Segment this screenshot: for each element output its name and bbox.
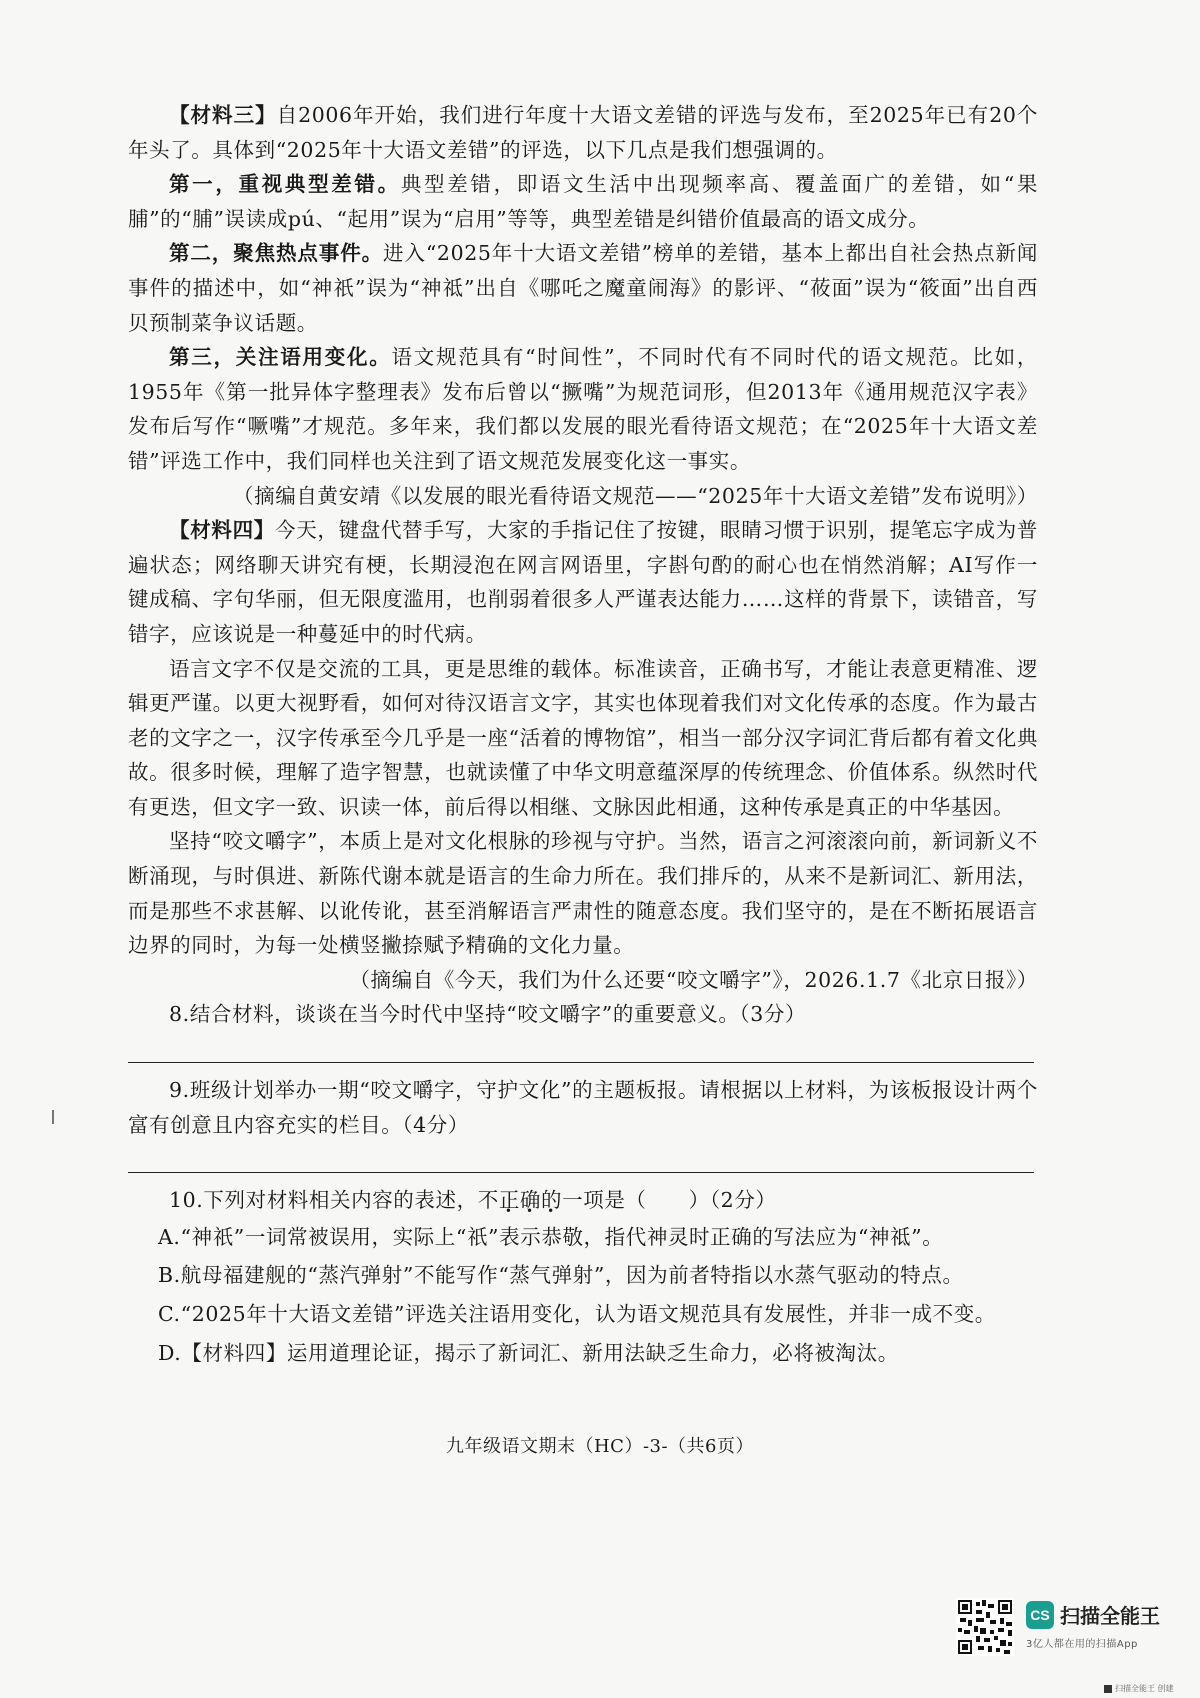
option-c[interactable]: C.“2025年十大语文差错”评选关注语用变化，认为语文规范具有发展性，并非一成不变。 [158,1302,996,1326]
scanner-app-name: 扫描全能王 [1060,1604,1160,1628]
qr-code-icon [956,1598,1014,1656]
material3-paragraph-1: 【材料三】自2006年开始，我们进行年度十大语文差错的评选与发布，至2025年已有20个年头了。具体到“2025年十大语文差错”的评选，以下几点是我们想强调的。 [128,103,1038,162]
material4-source: （摘编自《今天，我们为什么还要“咬文嚼字”》，2026.1.7《北京日报》） [349,967,1038,992]
option-b[interactable]: B.航母福建舰的“蒸汽弹射”不能写作“蒸气弹射”，因为前者特指以水蒸气驱动的特点。 [158,1263,964,1288]
mini-qr-icon [1104,1685,1112,1693]
material3-paragraph-4: 第三，关注语用变化。语文规范具有“时间性”，不同时代有不同时代的语文规范。比如，1955年《第一批异体字整理表》发布后曾以“撅嘴”为规范词形，但2013年《通用规范汉字表》发布后写作“噘嘴”才规范。多年来，我们都以发展的眼光看待语文规范；在“2025年十大语文差错”评选工作中，我们同样也关注到了语文规范发展变化这一事实。 [128,345,1038,473]
material3-paragraph-2: 第一，重视典型差错。典型差错，即语文生活中出现频率高、覆盖面广的差错，如“果脯”的“脯”误读成pú、“起用”误为“启用”等等，典型差错是纠错价值最高的语文成分。 [128,172,1039,231]
page-content [128,98,1038,1374]
page-footer: 九年级语文期末（HC）-3-（共6页） [445,1436,755,1457]
material3-paragraph-3: 第二，聚焦热点事件。进入“2025年十大语文差错”榜单的差错，基本上都出自社会热点新闻事件的描述中，如“神祇”误为“神祗”出自《哪吒之魔童闹海》的影评、“莜面”误为“筱面”出自西贝预制菜争议话题。 [128,241,1038,335]
emphasis-char: 不 [477,1188,499,1213]
scanner-corner-mark: 扫描全能王 创建 [1104,1683,1174,1694]
question-10: 10.下列对材料相关内容的表述，不正确的一项是（ ）（2分） [169,1188,777,1213]
question-10-options [128,1220,1038,1370]
material4-paragraph-3: 坚持“咬文嚼字”，本质上是对文化根脉的珍视与守护。当然，语言之河滚滚向前，新词新义不断涌现，与时俱进、新陈代谢本就是语言的生命力所在。我们排斥的，从来不是新词汇、新用法，而是那些不求甚解、以讹传讹，甚至消解语言严肃性的随意态度。我们坚守的，是在不断拓展语言边界的同时，为每一处横竖撇捺赋予精确的文化力量。 [128,829,1038,958]
emphasis-char: 确 [519,1188,542,1213]
emphasis-char: 正 [498,1188,520,1213]
margin-mark [52,1110,54,1124]
scanner-tagline: 3亿人都在用的扫描App [1026,1639,1138,1650]
material3-source: （摘编自黄安靖《以发展的眼光看待语文规范——“2025年十大语文差错”发布说明》） [233,483,1038,508]
answer-line-q8[interactable] [128,1062,1034,1063]
material4-tag: 【材料四】 [169,518,275,543]
question-8: 8.结合材料，谈谈在当今时代中坚持“咬文嚼字”的重要意义。（3分） [169,1002,807,1027]
option-a[interactable]: A.“神祇”一词常被误用，实际上“祇”表示恭敬，指代神灵时正确的写法应为“神祗”。 [158,1224,944,1249]
material4-paragraph-1: 【材料四】今天，键盘代替手写，大家的手指记住了按键，眼睛习惯于识别，提笔忘字成为普遍状态；网络聊天讲究有梗，长期浸泡在网言网语里，字斟句酌的耐心也在悄然消解；AI写作一键成稿、字句华丽，但无限度滥用，也削弱着很多人严谨表达能力……这样的背景下，读错音，写错字，应该说是一种蔓延中的时代病。 [128,518,1039,646]
camscanner-logo-icon: CS [1026,1601,1054,1629]
material3-tag: 【材料三】 [169,103,277,127]
emphasis-not-correct [478,1188,541,1212]
question-9: 9.班级计划举办一期“咬文嚼字，守护文化”的主题板报。请根据以上材料，为该板报设计两个富有创意且内容充实的栏目。（4分） [128,1078,1038,1137]
option-d[interactable]: D.【材料四】运用道理论证，揭示了新词汇、新用法缺乏生命力，必将被淘汰。 [158,1340,899,1365]
answer-line-q9[interactable] [128,1172,1034,1173]
material4-paragraph-2: 语言文字不仅是交流的工具，更是思维的载体。标准读音，正确书写，才能让表意更精准、逻辑更严谨。以更大视野看，如何对待汉语言文字，其实也体现着我们对文化传承的态度。作为最古老的文字之一，汉字传承至今几乎是一座“活着的博物馆”，相当一部分汉字词汇背后都有着文化典故。很多时候，理解了造字智慧，也就读懂了中华文明意蕴深厚的传统理念、价值体系。纵然时代有更迭，但文字一致、识读一体，前后得以相继、文脉因此相通，这种传承是真正的中华基因。 [128,656,1038,819]
